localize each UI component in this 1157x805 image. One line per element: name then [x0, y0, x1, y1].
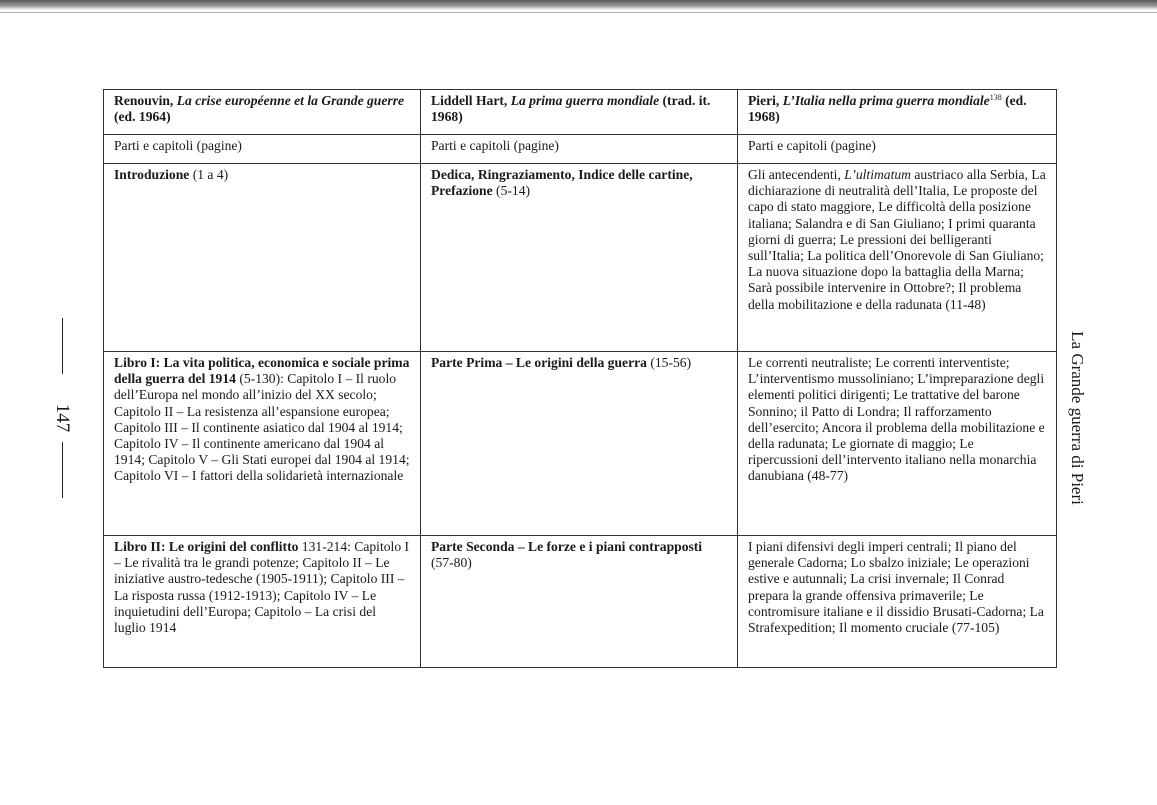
header-edition: (ed. 1968) [748, 93, 1027, 125]
cell-bold-text: Dedica, Ringraziamento, Indice delle cartine, Prefazione [431, 167, 693, 199]
cell-text: Gli antecendenti, [748, 167, 845, 182]
subheader-cell: Parti e capitoli (pagine) [104, 135, 421, 164]
table-header-row [104, 90, 1057, 135]
cell-text: (15-56) [646, 355, 692, 370]
footnote-marker: 138 [989, 93, 1002, 102]
cell-text: (1 a 4) [189, 167, 229, 182]
cell-text: 131-214: Capitolo I – Le rivalità tra le grandi potenze; Capitolo II – Le iniziative austro-tedesche (1905-1911); Capitolo III – La risposta russa (1912-1913); Capitolo IV – Le inquietudini dell’Europa; Capitolo – La crisi del luglio 1914 [114, 539, 410, 636]
page-number-block [52, 318, 73, 498]
scan-top-shadow [0, 0, 1157, 10]
table-subheader-row [104, 135, 1057, 164]
page-number-rule [62, 318, 63, 374]
header-author: Renouvin, [114, 93, 174, 108]
comparison-table [103, 89, 1057, 668]
cell-bold-text: Libro II: Le origini del conflitto [114, 539, 299, 554]
cell-text: austriaco alla Serbia, La dichiarazione di neutralità dell’Italia, Le proposte del capo di stato maggiore, Le difficoltà della posizione italiana; Salandra e di San Giuliano; I primi quaranta giorni di guerra; Le pressioni dei belligeranti sull’Italia; La politica dell’Onorevole di San Giuliano; La nuova situazione dopo la battaglia della Marna; Sarà possibile intervenire in Ottobre?; Il problema della mobilitazione e della radunata (11-48) [748, 167, 1046, 312]
header-title: La crise européenne et la Grande guerre [176, 93, 405, 108]
table-row [104, 164, 1057, 352]
header-title: La prima guerra mondiale [510, 93, 660, 108]
table-cell [738, 352, 1057, 536]
header-author: Liddell Hart, [431, 93, 508, 108]
table-cell [104, 536, 421, 668]
header-author: Pieri, [748, 93, 780, 108]
cell-text: (57-80) [431, 555, 472, 571]
header-title: L’Italia nella prima guerra mondiale [782, 93, 990, 108]
scan-top-rule [0, 12, 1157, 13]
table-cell [421, 164, 738, 352]
subheader-cell: Parti e capitoli (pagine) [421, 135, 738, 164]
header-edition: (ed. 1964) [114, 109, 171, 125]
table-cell [104, 164, 421, 352]
table-cell [738, 164, 1057, 352]
cell-bold-text: Introduzione [114, 167, 190, 182]
table-cell [421, 536, 738, 668]
table-cell [738, 536, 1057, 668]
table-cell [104, 352, 421, 536]
page-number-rule [62, 442, 63, 498]
header-cell-renouvin [104, 90, 421, 135]
cell-bold-text: Parte Seconda – Le forze e i piani contrapposti [431, 539, 703, 554]
running-head: La Grande guerra di Pieri [1068, 331, 1087, 505]
table-row [104, 352, 1057, 536]
header-cell-liddell-hart [421, 90, 738, 135]
cell-text: I piani difensivi degli imperi centrali; Il piano del generale Cadorna; Lo sbalzo iniziale; Le operazioni estive e autunnali; La crisi invernale; Il Conrad prepara la grande offensiva primaverile; Le contromisure italiane e il dissidio Brusati-Cadorna; La Strafexpedition; Il momento cruciale (77-105) [748, 539, 1044, 636]
cell-italic-text: L’ultimatum [844, 167, 911, 182]
table-row [104, 536, 1057, 668]
header-edition: (trad. it. 1968) [431, 93, 711, 125]
table-cell [421, 352, 738, 536]
cell-text: (5-130): Capitolo I – Il ruolo dell’Europa nel mondo all’inizio del XX secolo; Capitolo II – La resistenza all’espansione europea; Capitolo III – Il continente asiatico dal 1904 al 1914; Capitolo IV – Il continente americano dal 1904 al 1914; Capitolo V – Gli Stati europei dal 1904 al 1914; Capitolo VI – I fattori della solidarietà internazionale [114, 371, 410, 484]
header-cell-pieri [738, 90, 1057, 135]
page-number: 147 [52, 403, 73, 433]
cell-bold-text: Parte Prima – Le origini della guerra [431, 355, 647, 370]
cell-text: Le correnti neutraliste; Le correnti interventiste; L’interventismo mussoliniano; L’impreparazione degli elementi politici dirigenti; Le trattative del barone Sonnino; il Patto di Londra; Il rafforzamento dell’esercito; Ancora il problema della mobilitazione e della radunata; Le giornate di maggio; Le ripercussioni dell’intervento italiano nella monarchia danubiana (48-77) [748, 355, 1045, 484]
cell-text: (5-14) [492, 183, 531, 199]
cell-bold-text: Libro I: La vita politica, economica e sociale prima della guerra del 1914 [114, 355, 410, 387]
subheader-cell: Parti e capitoli (pagine) [738, 135, 1057, 164]
